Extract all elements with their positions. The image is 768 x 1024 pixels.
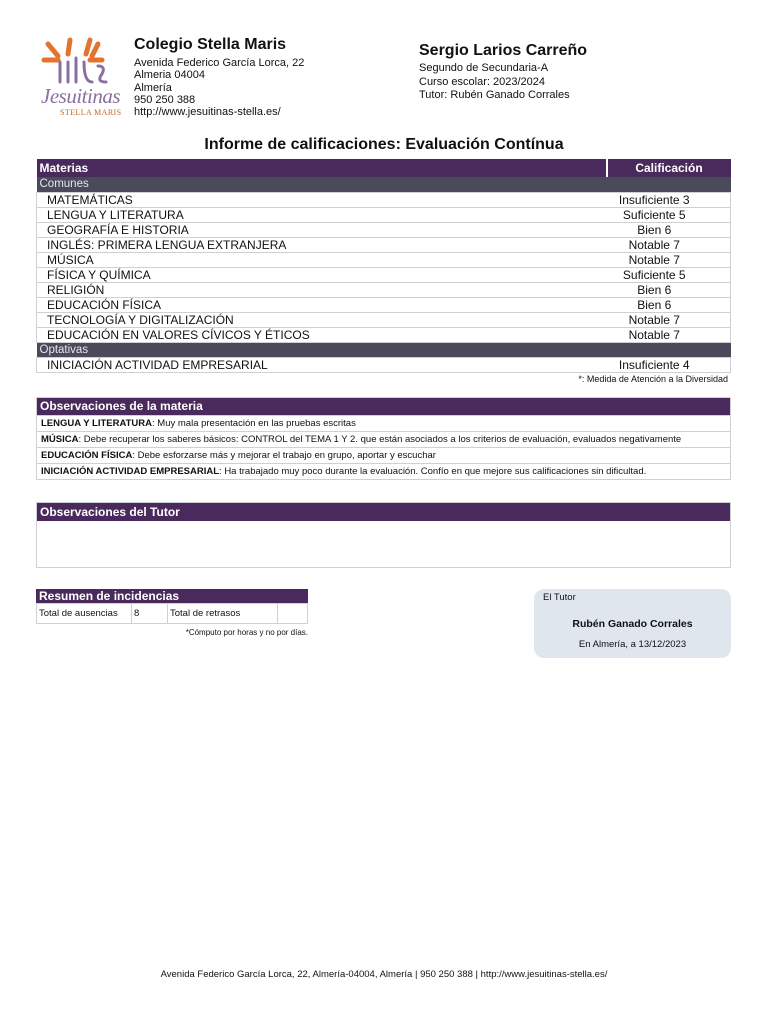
observation-subject: LENGUA Y LITERATURA xyxy=(41,418,153,429)
tutor-observations xyxy=(36,502,731,568)
tutor-observations-title: Observaciones del Tutor xyxy=(37,503,730,521)
logo-subtitle: STELLA MARIS xyxy=(60,108,122,117)
table-row xyxy=(37,267,731,282)
subject-observations xyxy=(36,397,731,480)
table-row xyxy=(37,192,731,207)
school-name: Colegio Stella Maris xyxy=(134,36,287,53)
group-label: Comunes xyxy=(37,177,731,192)
subject-cell: EDUCACIÓN FÍSICA xyxy=(37,297,607,312)
observations-title: Observaciones de la materia xyxy=(37,398,730,415)
subject-cell: EDUCACIÓN EN VALORES CÍVICOS Y ÉTICOS xyxy=(37,327,607,342)
student-tutor: Tutor: Rubén Ganado Corrales xyxy=(419,89,570,102)
tutor-signature xyxy=(534,589,731,658)
grades-table xyxy=(36,159,731,373)
incidents-summary xyxy=(36,589,308,637)
incidents-title: Resumen de incidencias xyxy=(36,589,308,603)
table-row xyxy=(37,297,731,312)
table-row xyxy=(37,207,731,222)
table-row xyxy=(37,327,731,342)
delays-label: Total de retrasos xyxy=(168,604,278,624)
school-city: Almería xyxy=(134,81,172,94)
subject-cell: MÚSICA xyxy=(37,252,607,267)
grade-cell: Notable 7 xyxy=(607,252,731,267)
school-address: Avenida Federico García Lorca, 22 xyxy=(134,57,305,69)
delays-value xyxy=(278,604,308,624)
observation-text: : Debe recuperar los saberes básicos: CONTROL del TEMA 1 Y 2. que están asociados a los criterios de evaluación, evaluados negativamente xyxy=(78,434,682,445)
absences-value: 8 xyxy=(132,604,168,624)
table-row xyxy=(37,604,308,624)
subject-cell: GEOGRAFÍA E HISTORIA xyxy=(37,222,607,237)
subject-column-header: Materias xyxy=(37,159,607,177)
observation-text: : Ha trabajado muy poco durante la evaluación. Confío en que mejore sus calificaciones sin dificultad. xyxy=(219,466,647,477)
group-label: Optativas xyxy=(37,342,731,357)
observation-item xyxy=(37,447,730,463)
table-row xyxy=(37,312,731,327)
subject-cell: RELIGIÓN xyxy=(37,282,607,297)
observation-subject: MÚSICA xyxy=(41,434,79,445)
student-name: Sergio Larios Carreño xyxy=(419,42,588,59)
jesuitinas-logo-icon xyxy=(40,36,120,88)
subject-cell: TECNOLOGÍA Y DIGITALIZACIÓN xyxy=(37,312,607,327)
school-postal: Almeria 04004 xyxy=(134,69,205,82)
subject-cell: LENGUA Y LITERATURA xyxy=(37,207,607,222)
school-info xyxy=(134,36,394,118)
school-logo xyxy=(40,36,120,118)
grade-cell: Bien 6 xyxy=(607,282,731,297)
grade-cell: Bien 6 xyxy=(607,297,731,312)
page-footer: Avenida Federico García Lorca, 22, Almería-04004, Almería | 950 250 388 | http://www.jesuitinas-stella.es/ xyxy=(160,969,608,980)
table-row xyxy=(37,222,731,237)
grade-cell: Bien 6 xyxy=(607,222,731,237)
observation-item xyxy=(37,463,730,479)
student-course: Segundo de Secundaria-A xyxy=(419,62,549,74)
grades-header-row xyxy=(37,159,731,177)
diversity-note: *: Medida de Atención a la Diversidad xyxy=(578,374,728,384)
grade-cell: Notable 7 xyxy=(607,237,731,252)
table-row xyxy=(37,237,731,252)
table-row xyxy=(37,357,731,372)
student-info xyxy=(419,42,739,103)
signature-date: En Almería, a 13/12/2023 xyxy=(578,639,687,650)
observation-subject: INICIACIÓN ACTIVIDAD EMPRESARIAL xyxy=(41,466,220,477)
observation-subject: EDUCACIÓN FÍSICA xyxy=(41,450,133,461)
table-row xyxy=(37,282,731,297)
grade-cell: Insuficiente 3 xyxy=(607,192,731,207)
observation-item xyxy=(37,431,730,447)
group-row-comunes xyxy=(37,177,731,192)
grade-column-header: Calificación xyxy=(607,159,731,177)
absences-label: Total de ausencias xyxy=(37,604,132,624)
observation-text: : Muy mala presentación en las pruebas escritas xyxy=(152,418,356,429)
incidents-table xyxy=(36,603,308,624)
signature-name: Rubén Ganado Corrales xyxy=(572,618,693,630)
subject-cell: FÍSICA Y QUÍMICA xyxy=(37,267,607,282)
student-year: Curso escolar: 2023/2024 xyxy=(419,75,545,88)
school-web: http://www.jesuitinas-stella.es/ xyxy=(134,106,281,119)
grade-cell: Suficiente 5 xyxy=(607,267,731,282)
grade-cell: Suficiente 5 xyxy=(607,207,731,222)
subject-cell: INGLÉS: PRIMERA LENGUA EXTRANJERA xyxy=(37,237,607,252)
school-phone: 950 250 388 xyxy=(134,93,196,106)
table-row xyxy=(37,252,731,267)
observation-text: : Debe esforzarse más y mejorar el trabajo en grupo, aportar y escuchar xyxy=(132,450,436,461)
grade-cell: Notable 7 xyxy=(607,312,731,327)
grade-cell: Notable 7 xyxy=(607,327,731,342)
logo-brand: Jesuitinas xyxy=(41,84,120,108)
subject-cell: MATEMÁTICAS xyxy=(37,192,607,207)
group-row-optativas xyxy=(37,342,731,357)
incidents-footnote: *Cómputo por horas y no por días. xyxy=(185,628,308,637)
signature-label: El Tutor xyxy=(543,592,576,603)
grade-cell: Insuficiente 4 xyxy=(607,357,731,372)
observation-item xyxy=(37,415,730,431)
subject-cell: INICIACIÓN ACTIVIDAD EMPRESARIAL xyxy=(37,357,607,372)
report-title: Informe de calificaciones: Evaluación Contínua xyxy=(204,136,564,153)
